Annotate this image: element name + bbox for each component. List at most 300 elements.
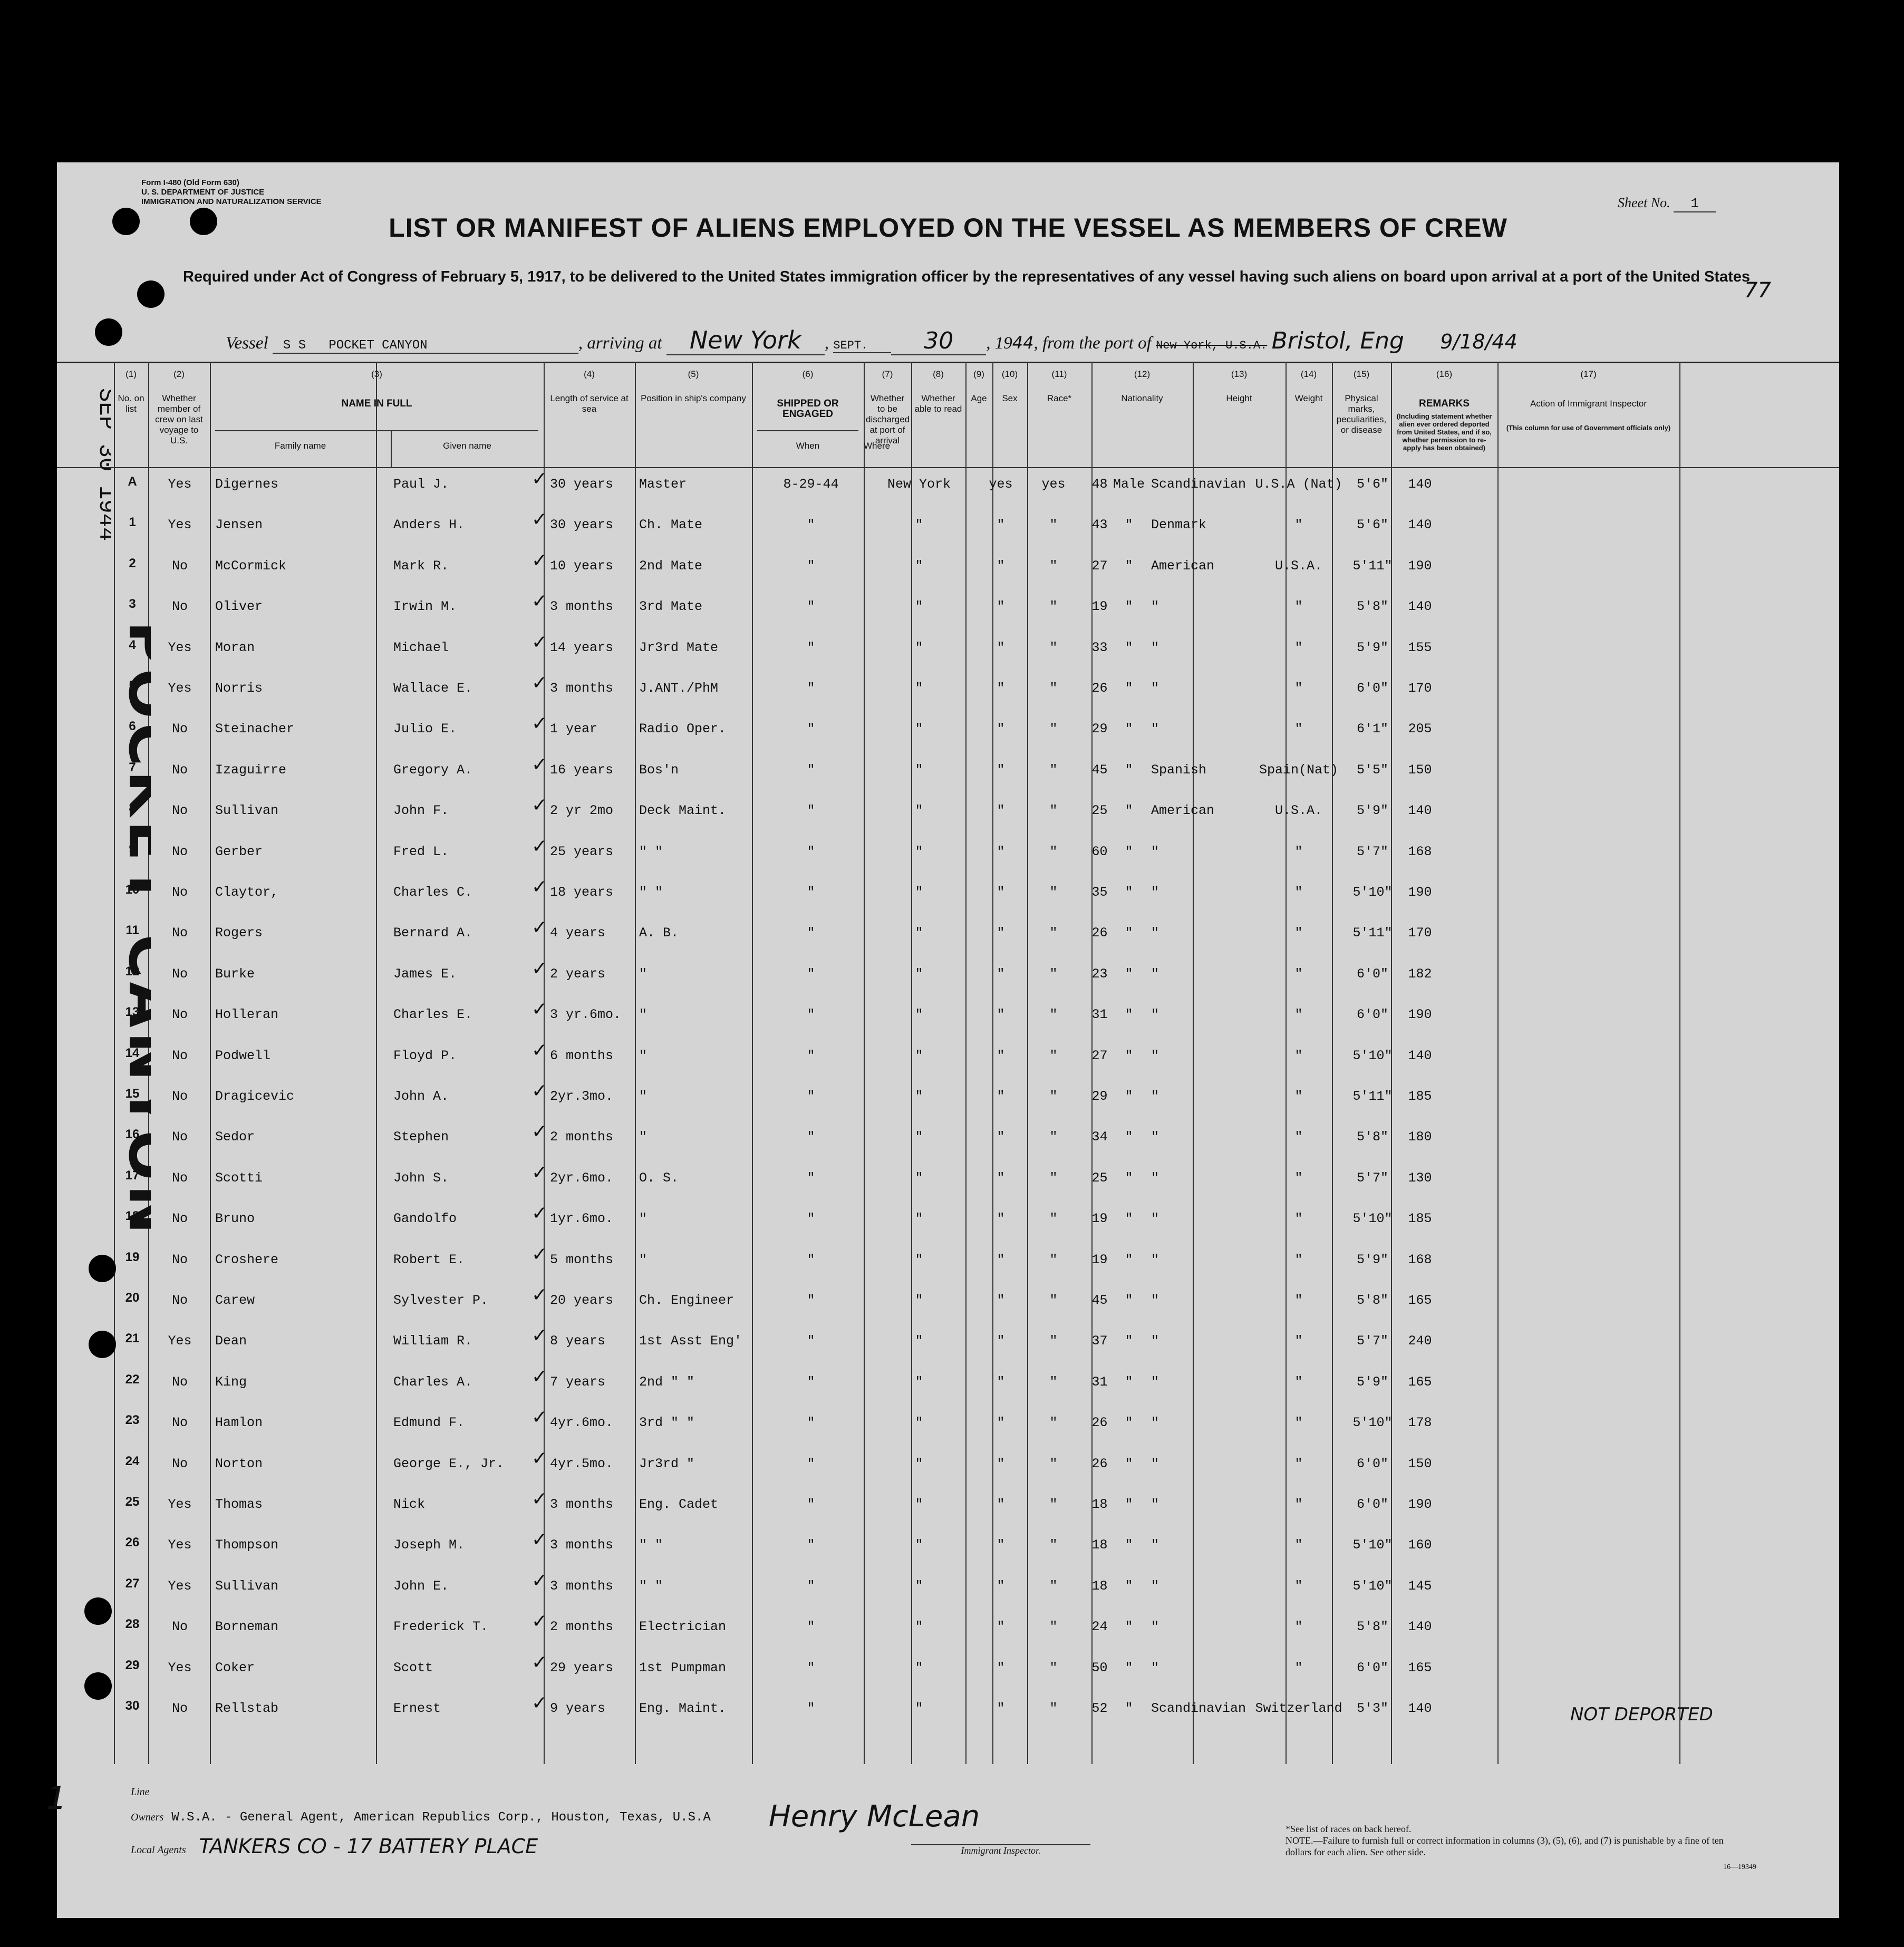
position-cell: 2nd Mate (639, 558, 703, 574)
sex-cell: " (1125, 1089, 1133, 1104)
height-cell: 5'8" (1356, 1619, 1388, 1635)
shipped-when-cell: " (807, 1497, 815, 1512)
race-cell: " (1151, 1129, 1159, 1145)
race-cell: " (1151, 1089, 1159, 1104)
shipped-when-cell: " (807, 558, 815, 574)
weight-cell: 140 (1408, 477, 1432, 492)
able-to-read-cell: " (1049, 599, 1058, 615)
column-header: Sex (1002, 393, 1018, 403)
checkmark-icon: ✓ (531, 1284, 548, 1306)
row-number-cell: 15 (125, 1087, 140, 1101)
height-cell: 6'0" (1356, 1007, 1388, 1023)
nationality-cell: U.S.A. (1274, 803, 1322, 819)
nationality-cell: " (1294, 1374, 1303, 1390)
family-name-cell: Rellstab (215, 1701, 279, 1716)
column-header: NAME IN FULL (341, 398, 412, 409)
row-number-cell: 18 (125, 1209, 140, 1224)
row-number-cell: 8 (129, 801, 136, 816)
family-name-cell: Borneman (215, 1619, 279, 1635)
discharged-cell: " (997, 1497, 1005, 1512)
weight-cell: 170 (1408, 681, 1432, 696)
weight-cell: 170 (1408, 925, 1432, 941)
punch-hole (137, 280, 165, 308)
local-agents-field (131, 1835, 538, 1858)
column-header: Physical marks, peculiarities, or disease (1336, 393, 1387, 435)
column-header: Race* (1047, 393, 1072, 403)
discharged-cell: " (997, 925, 1005, 941)
position-cell: 3rd Mate (639, 599, 703, 615)
row-number-cell: 5 (129, 679, 136, 693)
length-of-service-cell: 16 years (550, 762, 614, 778)
nationality-cell: " (1294, 1660, 1303, 1675)
nationality-cell: " (1294, 1211, 1303, 1227)
previous-voyage-cell: No (171, 1007, 188, 1023)
shipped-when-cell: " (807, 1007, 815, 1023)
discharged-cell: " (997, 1129, 1005, 1145)
discharged-cell: " (997, 1333, 1005, 1349)
column-note: (This column for use of Government officials only) (1506, 424, 1671, 432)
given-name-cell: John S. (393, 1170, 449, 1186)
shipped-when-cell: " (807, 966, 815, 982)
weight-cell: 160 (1408, 1537, 1432, 1553)
previous-voyage-cell: No (171, 1701, 188, 1716)
previous-voyage-cell: No (171, 1129, 188, 1145)
nationality-cell: " (1294, 1578, 1303, 1594)
discharged-cell: " (997, 1660, 1005, 1675)
row-number-cell: 10 (125, 883, 140, 897)
previous-voyage-cell: No (171, 1170, 188, 1186)
given-name-cell: John F. (393, 803, 449, 819)
height-cell: 6'1" (1356, 721, 1388, 737)
row-number-cell: 21 (125, 1331, 140, 1346)
header-sub-rule (757, 430, 858, 431)
length-of-service-cell: 4 years (550, 925, 606, 941)
previous-voyage-cell: No (171, 599, 188, 615)
race-cell: " (1151, 1456, 1159, 1471)
previous-voyage-cell: No (171, 966, 188, 982)
checkmark-icon: ✓ (531, 1611, 548, 1633)
race-cell: " (1151, 1619, 1159, 1635)
race-cell: American (1151, 803, 1215, 819)
shipped-where-cell: " (915, 1537, 923, 1553)
age-cell: 26 (1091, 1415, 1108, 1431)
form-number: Form I-480 (Old Form 630) (141, 178, 239, 187)
punch-hole (112, 208, 140, 235)
weight-cell: 140 (1408, 599, 1432, 615)
column-number: (13) (1231, 369, 1248, 379)
nationality-cell: " (1294, 1537, 1303, 1553)
shipped-when-cell: " (807, 1048, 815, 1063)
sex-cell: " (1125, 640, 1133, 655)
table-top-rule (57, 362, 1839, 363)
length-of-service-cell: 7 years (550, 1374, 606, 1390)
local-agents-value: TANKERS CO - 17 BATTERY PLACE (199, 1835, 538, 1858)
sex-cell: " (1125, 558, 1133, 574)
row-number-cell: 6 (129, 719, 136, 734)
header-sub-rule (215, 430, 538, 431)
given-name-cell: William R. (393, 1333, 473, 1349)
weight-cell: 140 (1408, 517, 1432, 533)
length-of-service-cell: 1yr.6mo. (550, 1211, 614, 1227)
able-to-read-cell: " (1049, 1619, 1058, 1635)
length-of-service-cell: 5 months (550, 1252, 614, 1267)
weight-cell: 185 (1408, 1211, 1432, 1227)
given-name-cell: Joseph M. (393, 1537, 465, 1553)
row-number-cell: 23 (125, 1413, 140, 1428)
position-cell: " " (639, 885, 663, 900)
sheet-number-block (1618, 195, 1716, 212)
row-number-cell: 22 (125, 1372, 140, 1387)
nationality-cell: " (1294, 681, 1303, 696)
shipped-when-cell: " (807, 1701, 815, 1716)
discharged-cell: " (997, 1211, 1005, 1227)
row-number-cell: 16 (125, 1127, 140, 1142)
shipped-when-cell: " (807, 599, 815, 615)
length-of-service-cell: 2 years (550, 966, 606, 982)
date-stamp (79, 384, 111, 605)
nationality-cell: U.S.A (Nat) (1255, 477, 1342, 492)
able-to-read-cell: " (1049, 640, 1058, 655)
row-number-cell: 28 (125, 1617, 140, 1632)
able-to-read-cell: " (1049, 1089, 1058, 1104)
height-cell: 5'7" (1356, 1333, 1388, 1349)
shipped-where-cell: " (915, 1252, 923, 1267)
height-cell: 5'6" (1356, 517, 1388, 533)
given-name-cell: Charles A. (393, 1374, 473, 1390)
service-name: IMMIGRATION AND NATURALIZATION SERVICE (141, 197, 322, 206)
family-name-cell: King (215, 1374, 247, 1390)
length-of-service-cell: 3 months (550, 1497, 614, 1512)
length-of-service-cell: 3 months (550, 681, 614, 696)
given-name-cell: Fred L. (393, 844, 449, 859)
row-number-cell: 12 (125, 964, 140, 979)
nationality-cell: Spain(Nat) (1259, 762, 1339, 778)
shipped-where-cell: " (915, 844, 923, 859)
checkmark-icon: ✓ (531, 1488, 548, 1510)
shipped-when-cell: " (807, 517, 815, 533)
race-cell: " (1151, 1415, 1159, 1431)
sex-cell: " (1125, 1578, 1133, 1594)
column-header: Weight (1294, 393, 1323, 403)
family-name-cell: Oliver (215, 599, 263, 615)
shipped-when-cell: " (807, 803, 815, 819)
sex-cell: " (1125, 1456, 1133, 1471)
length-of-service-cell: 3 months (550, 1578, 614, 1594)
height-cell: 5'3" (1356, 1701, 1388, 1716)
column-rule (752, 362, 753, 1764)
height-cell: 5'6" (1356, 477, 1388, 492)
shipped-when-cell: " (807, 1660, 815, 1675)
able-to-read-cell: " (1049, 966, 1058, 982)
column-header: Nationality (1121, 393, 1163, 403)
discharged-cell: " (997, 1374, 1005, 1390)
given-name-cell: George E., Jr. (393, 1456, 505, 1471)
age-cell: 29 (1091, 721, 1108, 737)
race-cell: " (1151, 640, 1159, 655)
column-subheader: Family name (274, 441, 326, 451)
shipped-when-cell: " (807, 1293, 815, 1308)
weight-cell: 190 (1408, 1007, 1432, 1023)
checkmark-icon: ✓ (531, 1161, 548, 1184)
shipped-where-cell: " (915, 1415, 923, 1431)
age-cell: 34 (1091, 1129, 1108, 1145)
family-name-cell: Moran (215, 640, 255, 655)
footer-notes (1286, 1823, 1750, 1858)
checkmark-icon: ✓ (531, 1692, 548, 1714)
row-number-cell: 26 (125, 1535, 140, 1550)
family-name-cell: Coker (215, 1660, 255, 1675)
row-number-cell: 7 (129, 760, 136, 774)
nationality-cell: " (1294, 1619, 1303, 1635)
length-of-service-cell: 3 months (550, 599, 614, 615)
discharged-cell: " (997, 1048, 1005, 1063)
punch-hole (89, 1331, 116, 1358)
checkmark-icon: ✓ (531, 1447, 548, 1469)
race-cell: " (1151, 721, 1159, 737)
column-number: (9) (973, 369, 984, 379)
age-cell: 27 (1091, 558, 1108, 574)
departure-date-note: 9/18/44 (1440, 330, 1518, 353)
column-header: Height (1226, 393, 1252, 403)
previous-voyage-cell: No (171, 1048, 188, 1063)
race-cell: " (1151, 1578, 1159, 1594)
race-cell: Denmark (1151, 517, 1207, 533)
discharged-cell: " (997, 1537, 1005, 1553)
races-note: *See list of races on back hereof. (1286, 1824, 1412, 1834)
able-to-read-cell: " (1049, 721, 1058, 737)
nationality-cell: " (1294, 885, 1303, 900)
family-name-cell: Norris (215, 681, 263, 696)
previous-voyage-cell: Yes (168, 1660, 192, 1675)
able-to-read-cell: " (1049, 1497, 1058, 1512)
checkmark-icon: ✓ (531, 1570, 548, 1592)
length-of-service-cell: 14 years (550, 640, 614, 655)
shipped-when-cell: " (807, 925, 815, 941)
checkmark-icon: ✓ (531, 957, 548, 980)
vessel-line: Vessel S S POCKET CANYON , arriving at New York , SEPT. 30 , 1944, from the port of New York, U.S.A. Bristol, Eng 9/18/44 (226, 326, 1518, 354)
date-stamp-text: SEP 30 1944 (93, 388, 111, 541)
sex-cell: " (1125, 762, 1133, 778)
able-to-read-cell: " (1049, 1537, 1058, 1553)
height-cell: 5'9" (1356, 1374, 1388, 1390)
race-cell: " (1151, 599, 1159, 615)
position-cell: " " (639, 1537, 663, 1553)
checkmark-icon: ✓ (531, 713, 548, 735)
position-cell: " (639, 1007, 647, 1023)
weight-cell: 240 (1408, 1333, 1432, 1349)
previous-voyage-cell: Yes (168, 1537, 192, 1553)
weight-cell: 178 (1408, 1415, 1432, 1431)
column-header: SHIPPED OR ENGAGED (777, 398, 839, 420)
weight-cell: 140 (1408, 803, 1432, 819)
age-cell: 18 (1091, 1537, 1108, 1553)
sex-cell: " (1125, 1374, 1133, 1390)
shipped-where-cell: " (915, 1089, 923, 1104)
nationality-cell: " (1294, 966, 1303, 982)
row-number-cell: A (128, 474, 137, 489)
previous-voyage-cell: No (171, 1619, 188, 1635)
column-number: (12) (1134, 369, 1151, 379)
previous-voyage-cell: No (171, 1374, 188, 1390)
row-number-cell: 2 (129, 556, 136, 570)
previous-voyage-cell: No (171, 1415, 188, 1431)
height-cell: 5'9" (1356, 803, 1388, 819)
age-cell: 18 (1091, 1578, 1108, 1594)
position-cell: O. S. (639, 1170, 679, 1186)
height-cell: 5'9" (1356, 640, 1388, 655)
position-cell: " (639, 1048, 647, 1063)
nationality-cell: " (1294, 1048, 1303, 1063)
previous-voyage-cell: Yes (168, 477, 192, 492)
position-cell: Jr3rd Mate (639, 640, 719, 655)
page-subtitle: Required under Act of Congress of February 5, 1917, to be delivered to the United States immigration officer by the representatives of any vessel having such aliens on board upon arrival at a port of the United States (182, 268, 1751, 285)
nationality-cell: U.S.A. (1274, 558, 1322, 574)
given-name-cell: James E. (393, 966, 457, 982)
shipped-when-cell: " (807, 1170, 815, 1186)
previous-voyage-cell: No (171, 844, 188, 859)
row-number-cell: 14 (125, 1045, 140, 1060)
shipped-where-cell: " (915, 1578, 923, 1594)
line-label: Line (131, 1786, 150, 1798)
shipped-when-cell: " (807, 1252, 815, 1267)
column-number: (6) (802, 369, 814, 379)
height-cell: 5'8" (1356, 1129, 1388, 1145)
shipped-when-cell: " (807, 844, 815, 859)
checkmark-icon: ✓ (531, 1121, 548, 1143)
family-name-cell: Dragicevic (215, 1089, 295, 1104)
able-to-read-cell: " (1049, 1660, 1058, 1675)
discharged-cell: " (997, 558, 1005, 574)
row-number-cell: 9 (129, 841, 136, 856)
shipped-when-cell: " (807, 640, 815, 655)
given-name-cell: Bernard A. (393, 925, 473, 941)
shipped-where-cell: " (915, 885, 923, 900)
discharged-cell: " (997, 599, 1005, 615)
shipped-where-cell: " (915, 640, 923, 655)
family-name-cell: Thompson (215, 1537, 279, 1553)
sex-cell: " (1125, 517, 1133, 533)
shipped-when-cell: " (807, 1619, 815, 1635)
able-to-read-cell: " (1049, 1170, 1058, 1186)
discharged-cell: yes (989, 477, 1013, 492)
shipped-when-cell: " (807, 1129, 815, 1145)
position-cell: Electrician (639, 1619, 727, 1635)
crew-manifest-table: (1) No. on list (2) Whether member of crew on last voyage to U.S. (3) NAME IN FULL Family name Given name (4) Length of service at sea (5) Position in ship's company (6) SHIPPED OR ENGAGED When Where (7) Whether to be discharged at port of arrival (8) Whether able to read (9) Age (10) Sex (11) Race* (12) Nationality (13) Height (14) Weight (15) Physical marks, peculiarities, or disease (16) REMARKS (Including statement whether alien ever ordered deported from United States, and if so, whether permission to re-apply has been obtained) (17) Action of Immigrant Inspector (This column for use of Government officials only) A Yes Digernes Paul J. 30 years Master 8-29-44 New York yes yes 48 Male Scandinavian U.S.A (Nat) 5'6" 140 ✓ 1 Yes Jensen Anders H. 30 years Ch. Mate " " " " 43 " Denmark " 5'6" 140 ✓ 2 No McCormick Mark R. 10 years 2nd Mate " " " " 27 " American U.S.A. 5'11" 190 ✓ 3 No Oliver Irwin M. 3 months 3rd Mate " " " " 19 " " " 5'8" 140 ✓ 4 Yes Moran Michael 14 years Jr3rd Mate " " " " 33 " " " 5'9" 155 ✓ 5 Yes Norris Wallace E. 3 months J.ANT./PhM " " " " 26 " " " 6'0" 170 ✓ 6 No Steinacher Julio E. 1 year Radio Oper. " " " " 29 " " " 6'1" 205 ✓ 7 No Izaguirre Gregory A. 16 years Bos'n " " " " 45 " Spanish Spain(Nat) 5'5" 150 ✓ 8 No Sullivan John F. 2 yr 2mo Deck Maint. " " " " 25 " American U.S.A. 5'9" 140 ✓ 9 No Gerber Fred L. 25 years " " " " " " 60 " " " 5'7" 168 ✓ 10 No Claytor, Charles C. 18 years " " " " " " 35 " " " 5'10" 190 ✓ 11 No Rogers Bernard A. 4 years A. B. " " " " 26 " " " 5'11" 170 ✓ 12 No Burke James E. 2 years " " " " " 23 " " " 6'0" 182 ✓ 13 No Holleran Charles E. 3 yr.6mo. " " " " " 31 " " " 6'0" 190 ✓ 14 No Podwell Floyd P. 6 months " " " " " 27 " " " 5'10" 140 ✓ 15 No Dragicevic John A. 2yr.3mo. " " " " " 29 " " " 5'11" 185 ✓ 16 No Sedor Stephen 2 months " " " " " 34 " " " 5'8" 180 ✓ 17 No Scotti John S. 2yr.6mo. O. S. " " " " 25 " " " 5'7" 130 ✓ 18 No Bruno Gandolfo 1yr.6mo. " " " " " 19 " " " 5'10" 185 ✓ 19 No Croshere Robert E. 5 months " " " " " 19 " " " 5'9" 168 ✓ 20 No Carew Sylvester P. 20 years Ch. Engineer " " " " 45 " " " 5'8" 165 ✓ 21 Yes Dean William R. 8 years 1st Asst Eng' " " " " 37 " " " 5'7" 240 ✓ 22 No King Charles A. 7 years 2nd " " " " " " 31 " " " 5'9" 165 ✓ 23 No Hamlon Edmund F. 4yr.6mo. 3rd " " " " " " 26 " " " 5'10" 178 ✓ 24 No Norton George E., Jr. 4yr.5mo. Jr3rd " " " " " 26 " " " 6'0" 150 ✓ 25 Yes Thomas Nick 3 months Eng. Cadet " " " " 18 " " " 6'0" 190 ✓ 26 Yes Thompson Joseph M. 3 months " " " " " " 18 " " " 5'10" 160 ✓ 27 Yes Sullivan John E. 3 months " " " " " " 18 " " " 5'10" 145 ✓ 28 No Borneman Frederick T. 2 months Electrician " " " " 24 " " " 5'8" 140 ✓ 29 Yes Coker Scott 29 years 1st Pumpman " " " " 50 " " " 6'0" 165 ✓ 30 No Rellstab Ernest 9 years Eng. Maint. " " " " 52 " Scandinavian Switzerland 5'3" 140 NOT DEPORTED ✓ (57, 362, 1839, 1764)
discharged-cell: " (997, 1701, 1005, 1716)
height-cell: 5'7" (1356, 844, 1388, 859)
checkmark-icon: ✓ (531, 1529, 548, 1551)
shipped-when-cell: " (807, 721, 815, 737)
column-rule (544, 362, 545, 1764)
shipped-when-cell: " (807, 885, 815, 900)
able-to-read-cell: " (1049, 681, 1058, 696)
sex-cell: " (1125, 1701, 1133, 1716)
age-cell: 19 (1091, 1252, 1108, 1267)
weight-cell: 180 (1408, 1129, 1432, 1145)
length-of-service-cell: 10 years (550, 558, 614, 574)
shipped-when-cell: " (807, 1578, 815, 1594)
from-label: , from the port of (1033, 334, 1152, 353)
length-of-service-cell: 29 years (550, 1660, 614, 1675)
given-name-cell: Anders H. (393, 517, 465, 533)
family-name-cell: Steinacher (215, 721, 295, 737)
family-name-cell: Holleran (215, 1007, 279, 1023)
shipped-when-cell: " (807, 681, 815, 696)
able-to-read-cell: " (1049, 517, 1058, 533)
given-name-cell: Sylvester P. (393, 1293, 489, 1308)
age-cell: 50 (1091, 1660, 1108, 1675)
shipped-where-cell: " (915, 803, 923, 819)
column-subheader: Given name (443, 441, 491, 451)
sex-cell: " (1125, 681, 1133, 696)
position-cell: " (639, 1089, 647, 1104)
discharged-cell: " (997, 885, 1005, 900)
position-cell: Deck Maint. (639, 803, 727, 819)
shipped-where-cell: " (915, 1374, 923, 1390)
checkmark-icon: ✓ (531, 1407, 548, 1429)
row-number-cell: 17 (125, 1168, 140, 1183)
column-number: (15) (1353, 369, 1370, 379)
race-cell: " (1151, 1537, 1159, 1553)
height-cell: 6'0" (1356, 1456, 1388, 1471)
position-cell: Master (639, 477, 687, 492)
shipped-where-cell: " (915, 1701, 923, 1716)
column-header: No. on list (118, 393, 144, 414)
family-name-cell: Podwell (215, 1048, 271, 1063)
family-name-cell: Izaguirre (215, 762, 287, 778)
column-number: (16) (1436, 369, 1453, 379)
length-of-service-cell: 30 years (550, 517, 614, 533)
sex-cell: " (1125, 1333, 1133, 1349)
able-to-read-cell: " (1049, 1415, 1058, 1431)
given-name-cell: Gandolfo (393, 1211, 457, 1227)
able-to-read-cell: " (1049, 1374, 1058, 1390)
position-cell: Bos'n (639, 762, 679, 778)
previous-voyage-cell: Yes (168, 517, 192, 533)
family-name-cell: Bruno (215, 1211, 255, 1227)
column-number: (5) (688, 369, 699, 379)
weight-cell: 165 (1408, 1660, 1432, 1675)
weight-cell: 205 (1408, 721, 1432, 737)
family-name-cell: Croshere (215, 1252, 279, 1267)
able-to-read-cell: " (1049, 1252, 1058, 1267)
vessel-label: Vessel (226, 334, 268, 353)
column-header: Action of Immigrant Inspector (1530, 399, 1647, 409)
family-name-cell: Thomas (215, 1497, 263, 1512)
discharged-cell: " (997, 1456, 1005, 1471)
position-cell: Eng. Maint. (639, 1701, 727, 1716)
inspector-label: Immigrant Inspector. (911, 1844, 1090, 1856)
able-to-read-cell: " (1049, 1578, 1058, 1594)
height-cell: 5'10" (1352, 1048, 1393, 1063)
nationality-cell: " (1294, 517, 1303, 533)
family-name-cell: Claytor, (215, 885, 279, 900)
checkmark-icon: ✓ (531, 753, 548, 776)
sex-cell: " (1125, 925, 1133, 941)
height-cell: 5'10" (1352, 1211, 1393, 1227)
shipped-where-cell: " (915, 1129, 923, 1145)
family-name-cell: McCormick (215, 558, 287, 574)
row-number-cell: 30 (125, 1699, 140, 1713)
checkmark-icon: ✓ (531, 917, 548, 939)
previous-voyage-cell: Yes (168, 1333, 192, 1349)
column-number: (3) (371, 369, 382, 379)
weight-cell: 140 (1408, 1619, 1432, 1635)
family-name-cell: Carew (215, 1293, 255, 1308)
able-to-read-cell: " (1049, 762, 1058, 778)
sex-cell: " (1125, 1497, 1133, 1512)
punch-hole (95, 318, 122, 346)
